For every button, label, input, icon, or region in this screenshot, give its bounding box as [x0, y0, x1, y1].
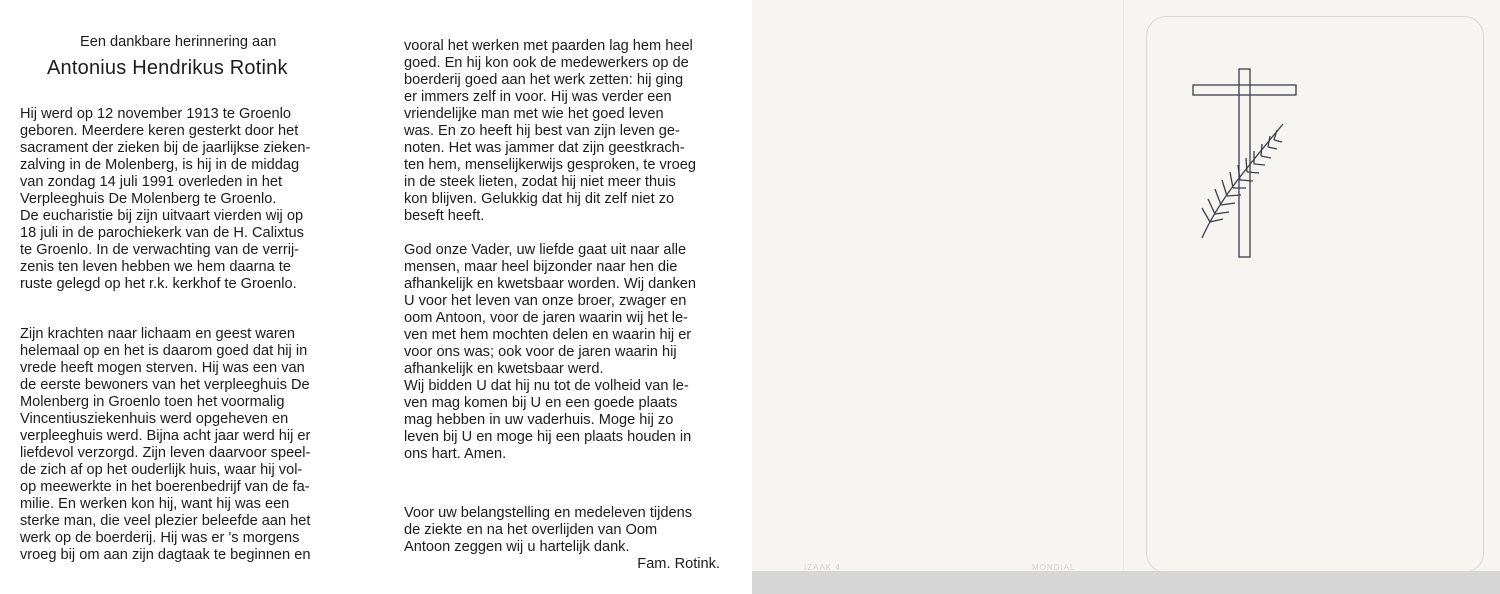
text-line: mensen, maar heel bijzonder naar hen die [404, 259, 678, 275]
text-line: helemaal op en het is daarom goed dat hij in [20, 343, 308, 359]
text-line: liefdevol verzorgd. Zijn leven daarvoor speel- [20, 445, 311, 461]
text-line: Wij bidden U dat hij nu tot de volheid van le- [404, 378, 689, 394]
text-line: boerderij goed aan het werk zetten: hij ging [404, 72, 684, 88]
text-line: sterke man, die veel plezier beleefde aan het [20, 513, 311, 529]
text-line: was. En zo heeft hij best van zijn leven ge- [404, 123, 680, 139]
text-line: U voor het leven van onze broer, zwager en [404, 293, 687, 309]
text-line: verpleeghuis werd. Bijna acht jaar werd hij er [20, 428, 311, 444]
scan-edge-strip [752, 571, 1500, 594]
text-line: ven mag komen bij U en een goede plaats [404, 395, 678, 411]
deceased-name: Antonius Hendrikus Rotink [47, 57, 288, 79]
left-text-column [20, 106, 343, 564]
text-line: vrede heeft mogen sterven. Hij was een van [20, 360, 305, 376]
text-line: voor ons was; ook voor de jaren waarin hij [404, 344, 677, 360]
text-line: er immers zelf in voor. Hij was verder een [404, 89, 672, 105]
paragraph-biography [20, 106, 343, 293]
text-line: de zich af op het ouderlijk huis, waar hij vol- [20, 462, 303, 478]
text-line: Hij werd op 12 november 1913 te Groenlo [20, 106, 291, 122]
text-line: De eucharistie bij zijn uitvaart vierden wij op [20, 208, 304, 224]
text-line: de ziekte en na het overlijden van Oom [404, 522, 658, 538]
text-line: ten hem, menselijkerwijs gesproken, te vroeg [404, 157, 697, 173]
text-line: Voor uw belangstelling en medeleven tijdens [404, 505, 693, 521]
right-text-column [404, 38, 728, 463]
text-line: vroeg bij om aan zijn dagtaak te beginnen en [20, 547, 311, 563]
text-line: ons hart. Amen. [404, 446, 507, 462]
text-line: Antoon zeggen wij u hartelijk dank. [404, 539, 630, 555]
text-line: oom Antoon, voor de jaren waarin wij het le- [404, 310, 688, 326]
text-line: goed. En hij kon ook de medewerkers op de [404, 55, 689, 71]
printer-mark-2: MONDIAL [1032, 563, 1076, 572]
text-line: ven met hem mochten delen en waarin hij er [404, 327, 692, 343]
text-line: Verpleeghuis De Molenberg te Groenlo. [20, 191, 277, 207]
family-signature: Fam. Rotink. [637, 556, 720, 572]
text-line: 18 juli in de parochiekerk van de H. Calixtus [20, 225, 304, 241]
text-line: geboren. Meerdere keren gesterkt door het [20, 123, 299, 139]
text-line: milie. En werken kon hij, want hij was een [20, 496, 290, 512]
text-line: afhankelijk en kwetsbaar werd. [404, 361, 604, 377]
cross-with-palm-branch-icon [1188, 62, 1308, 262]
text-line: sacrament der zieken bij de jaarlijkse zieken- [20, 140, 311, 156]
text-line: afhankelijk en kwetsbaar worden. Wij danken [404, 276, 697, 292]
paragraph-prayer [404, 242, 728, 463]
text-line: te Groenlo. In de verwachting van de verrij- [20, 242, 300, 258]
text-line: mag hebben in uw vaderhuis. Moge hij zo [404, 412, 674, 428]
text-line: beseft heeft. [404, 208, 485, 224]
fold-line [1123, 0, 1124, 571]
intro-heading: Een dankbare herinnering aan [80, 34, 277, 50]
text-line: vooral het werken met paarden lag hem heel [404, 38, 693, 54]
paragraph-life [20, 326, 343, 564]
text-line: ruste gelegd op het r.k. kerkhof te Groenlo. [20, 276, 297, 292]
text-line: zenis ten leven hebben we hem daarna te [20, 259, 291, 275]
text-line: op meewerkte in het boerenbedrijf van de fa- [20, 479, 310, 495]
text-line: noten. Het was jammer dat zijn geestkrach- [404, 140, 685, 156]
thanks-paragraph [404, 505, 728, 573]
text-line: Vincentiusziekenhuis werd opgeheven en [20, 411, 289, 427]
paragraph-character [404, 38, 728, 225]
text-line: in de steek lieten, zodat hij niet meer thuis [404, 174, 676, 190]
text-line: leven bij U en moge hij een plaats houden in [404, 429, 692, 445]
text-line: Molenberg in Groenlo toen het voormalig [20, 394, 285, 410]
printer-mark-1: IZAAK 4 [804, 563, 841, 572]
text-line: kon blijven. Gelukkig dat hij dit zelf niet zo [404, 191, 675, 207]
text-line: vriendelijke man met wie het goed leven [404, 106, 664, 122]
text-line: de eerste bewoners van het verpleeghuis De [20, 377, 310, 393]
text-line: werk op de boerderij. Hij was er 's morgens [20, 530, 300, 546]
text-line: zalving in de Molenberg, is hij in de middag [20, 157, 300, 173]
text-line: God onze Vader, uw liefde gaat uit naar alle [404, 242, 687, 258]
text-line: Zijn krachten naar lichaam en geest waren [20, 326, 295, 342]
text-line: van zondag 14 juli 1991 overleden in het [20, 174, 283, 190]
